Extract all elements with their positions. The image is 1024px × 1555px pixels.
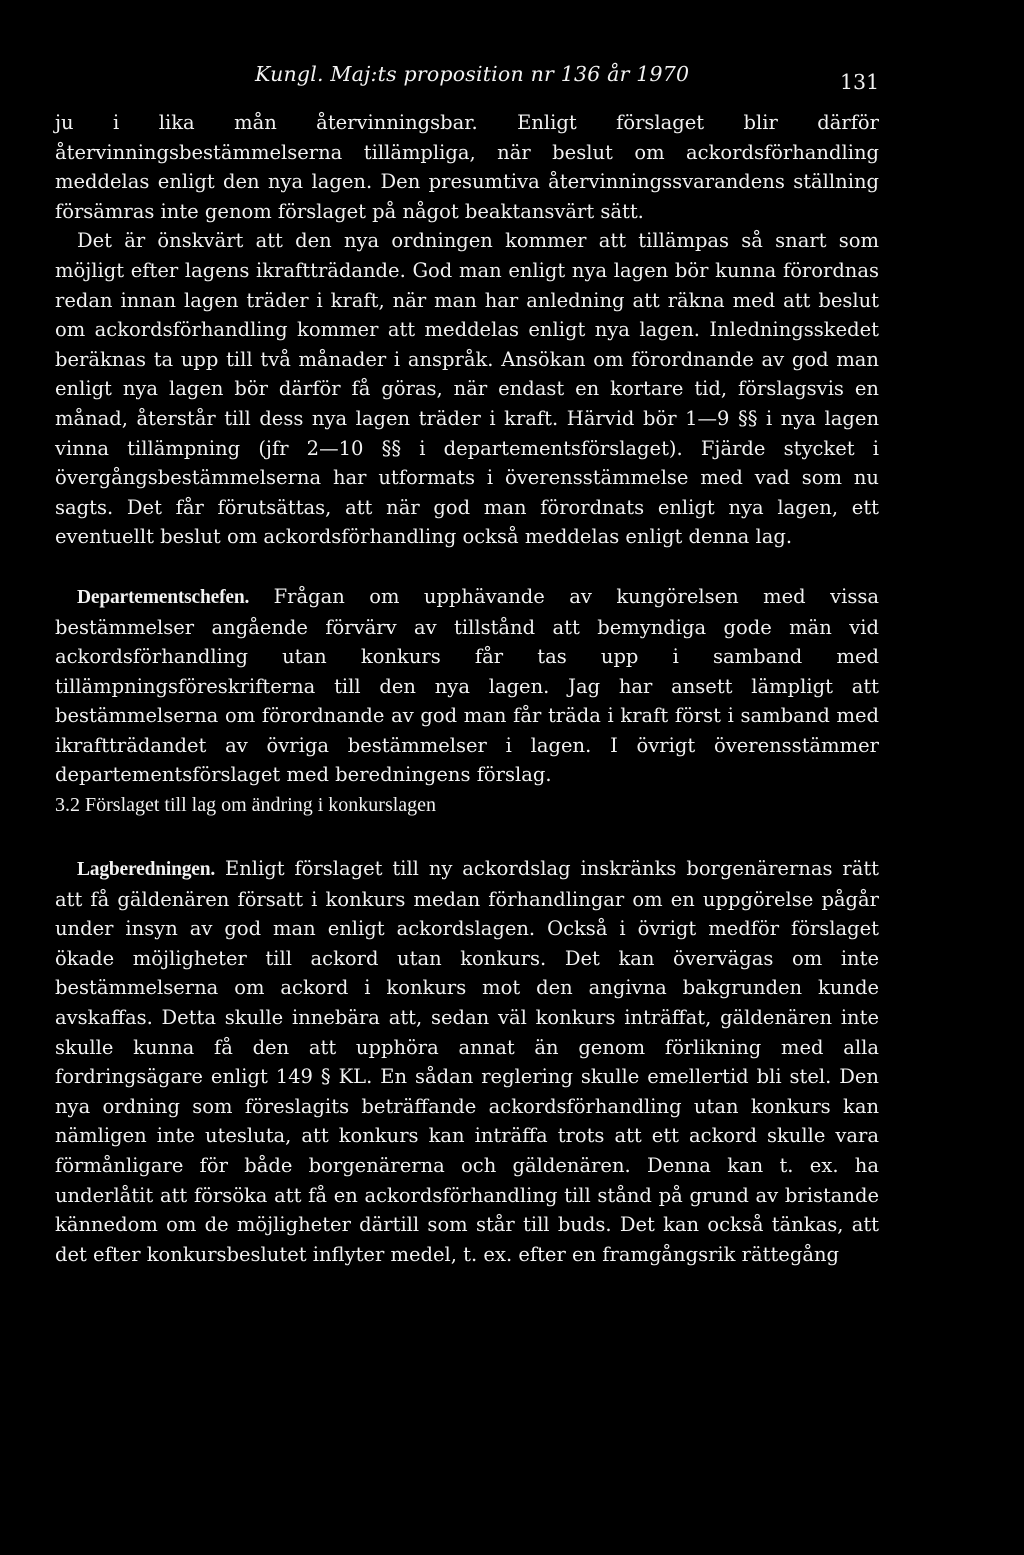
page-body bbox=[55, 108, 879, 1269]
section-heading: 3.2 Förslaget till lag om ändring i konkurslagen bbox=[55, 794, 437, 817]
paragraph-text: Enligt förslaget till ny ackordslag inskränks borgenärernas rätt att få gäldenären försatt i konkurs medan förhandlingar om en uppgörelse pågår under insyn av god man enligt ackordslagen. Också i övrigt medför förslaget ökade möjligheter till ackord utan konkurs. Det kan övervägas om inte bestämmelserna om ackord i konkurs mot den angivna bakgrunden kunde avskaffas. Detta skulle innebära att, sedan väl konkurs inträffat, gäldenären inte skulle kunna få den att upphöra annat än genom förlikning med alla fordringsägare enligt 149 § KL. En sådan reglering skulle emellertid bli stel. Den nya ordning som föreslagits beträffande ackordsförhandling utan konkurs kan nämligen inte utesluta, att konkurs kan inträffa trots att ett ackord skulle vara förmånligare för både borgenärerna och gäldenären. Denna kan t. ex. ha underlåtit att försöka att få en ackordsförhandling till stånd på grund av bristande kännedom om de möjligheter därtill som står till buds. Det kan också tänkas, att det efter konkursbeslutet inflyter medel, t. ex. efter en framgångsrik rättegång bbox=[55, 857, 879, 1266]
paragraph-text: ju i lika mån återvinningsbar. Enligt förslaget blir därför återvinningsbestämmelserna tillämpliga, när beslut om ackordsförhandling meddelas enligt den nya lagen. Den presumtiva återvinningssvarandens ställning försämras inte genom förslaget på något beaktansvärt sätt. bbox=[55, 111, 879, 223]
page-number: 131 bbox=[840, 70, 880, 94]
paragraph-lagberedningen bbox=[55, 854, 879, 1269]
page-header bbox=[0, 62, 1024, 102]
running-title: Kungl. Maj:ts proposition nr 136 år 1970 bbox=[255, 62, 690, 86]
paragraph-transition bbox=[55, 226, 879, 552]
paragraph-lead: Departementschefen. bbox=[77, 586, 250, 608]
paragraph-continuation bbox=[55, 108, 879, 226]
paragraph-lead: Lagberedningen. bbox=[77, 859, 216, 881]
paragraph-text: Det är önskvärt att den nya ordningen kommer att tillämpas så snart som möjligt efter lagens ikraftträdande. God man enligt nya lagen bör kunna förordnas redan innan lagen träder i kraft, när man har anledning att räkna med att beslut om ackordsförhandling kommer att meddelas enligt nya lagen. Inledningsskedet beräknas ta upp till två månader i anspråk. Ansökan om förordnande av god man enligt nya lagen bör därför få göras, när endast en kortare tid, förslagsvis en månad, återstår till dess nya lagen träder i kraft. Härvid bör 1—9 §§ i nya lagen vinna tillämpning (jfr 2—10 §§ i departementsförslaget). Fjärde stycket i övergångsbestämmelserna har utformats i överensstämmelse med vad som nu sagts. Det får förutsättas, att när god man förordnats enligt nya lagen, ett eventuellt beslut om ackordsförhandling också meddelas enligt denna lag. bbox=[55, 229, 879, 549]
paragraph-text: Frågan om upphävande av kungörelsen med vissa bestämmelser angående förvärv av tillstånd att bemyndiga gode män vid ackordsförhandling utan konkurs får tas upp i samband med tillämpningsföreskrifterna till den nya lagen. Jag har ansett lämpligt att bestämmelserna om förordnande av god man får träda i kraft först i samband med ikraftträdandet av övriga bestämmelser i lagen. I övrigt överensstämmer departementsförslaget med beredningens förslag. bbox=[55, 584, 879, 787]
paragraph-departementschefen bbox=[55, 582, 879, 790]
